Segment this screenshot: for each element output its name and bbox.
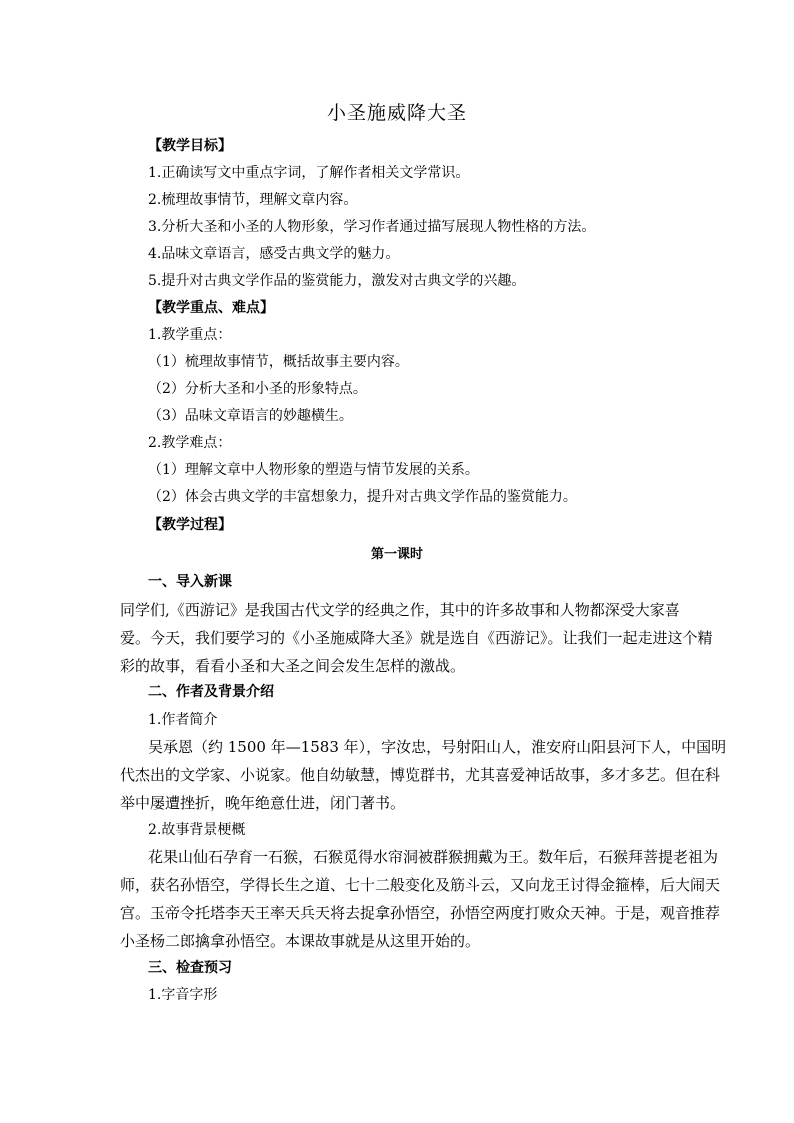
intro-line: 爱。今天，我们要学习的《小圣施威降大圣》就是选自《西游记》。让我们一起走进这个精 xyxy=(120,629,713,647)
story-line: 小圣杨二郎擒拿孙悟空。本课故事就是从这里开始的。 xyxy=(120,932,481,950)
story-line: 师，获名孙悟空，学得长生之道、七十二般变化及筋斗云，又向龙王讨得金箍棒，后大闹天 xyxy=(120,876,721,894)
goal-item: 2.梳理故事情节，理解文章内容。 xyxy=(148,192,358,208)
difficulty-item: （1）理解文章中人物形象的塑造与情节发展的关系。 xyxy=(148,462,479,478)
story-line: 宫。玉帝令托塔李天王率天兵天将去捉拿孙悟空，孙悟空两度打败众天神。于是，观音推荐 xyxy=(120,904,721,922)
story-subtitle: 2.故事背景梗概 xyxy=(148,822,246,838)
difficulty-title: 2.教学难点： xyxy=(148,435,232,451)
intro-line: 彩的故事，看看小圣和大圣之间会发生怎样的激战。 xyxy=(120,657,466,675)
section-title-intro: 一、导入新课 xyxy=(148,574,232,590)
process-heading: 【教学过程】 xyxy=(148,517,232,533)
author-line: 吴承恩（约 1500 年—1583 年），字汝忠，号射阳山人，淮安府山阳县河下人，中国明 xyxy=(148,738,727,756)
goal-item: 5.提升对古典文学作品的鉴赏能力，激发对古典文学的兴趣。 xyxy=(148,273,526,289)
focus-item: （2）分析大圣和小圣的形象特点。 xyxy=(148,381,367,397)
lesson-title: 第一课时 xyxy=(370,547,423,562)
author-line: 代杰出的文学家、小说家。他自幼敏慧，博览群书，尤其喜爱神话故事，多才多艺。但在科 xyxy=(120,766,721,784)
focus-item: （1）梳理故事情节，概括故事主要内容。 xyxy=(148,354,409,370)
author-subtitle: 1.作者简介 xyxy=(148,712,218,728)
story-line: 花果山仙石孕育一石猴，石猴觅得水帘洞被群猴拥戴为王。数年后，石猴拜菩提老祖为 xyxy=(148,848,719,866)
goals-heading: 【教学目标】 xyxy=(148,138,232,154)
goal-item: 4.品味文章语言，感受古典文学的魅力。 xyxy=(148,246,400,262)
goal-item: 3.分析大圣和小圣的人物形象，学习作者通过描写展现人物性格的方法。 xyxy=(148,219,596,235)
intro-line: 同学们,《西游记》是我国古代文学的经典之作，其中的许多故事和人物都深受大家喜 xyxy=(120,601,680,619)
focus-title: 1.教学重点： xyxy=(148,327,232,343)
author-line: 举中屡遭挫折，晚年绝意仕进，闭门著书。 xyxy=(120,794,406,812)
document-title: 小圣施威降大圣 xyxy=(326,102,467,124)
keypoints-heading: 【教学重点、难点】 xyxy=(148,300,274,316)
focus-item: （3）品味文章语言的妙趣横生。 xyxy=(148,408,353,424)
section-title-preview: 三、检查预习 xyxy=(148,960,232,976)
difficulty-item: （2）体会古典文学的丰富想象力，提升对古典文学作品的鉴赏能力。 xyxy=(148,489,577,505)
section-title-author: 二、作者及背景介绍 xyxy=(148,684,274,700)
goal-item: 1.正确读写文中重点字词，了解作者相关文学常识。 xyxy=(148,165,470,181)
preview-subtitle: 1.字音字形 xyxy=(148,987,218,1003)
